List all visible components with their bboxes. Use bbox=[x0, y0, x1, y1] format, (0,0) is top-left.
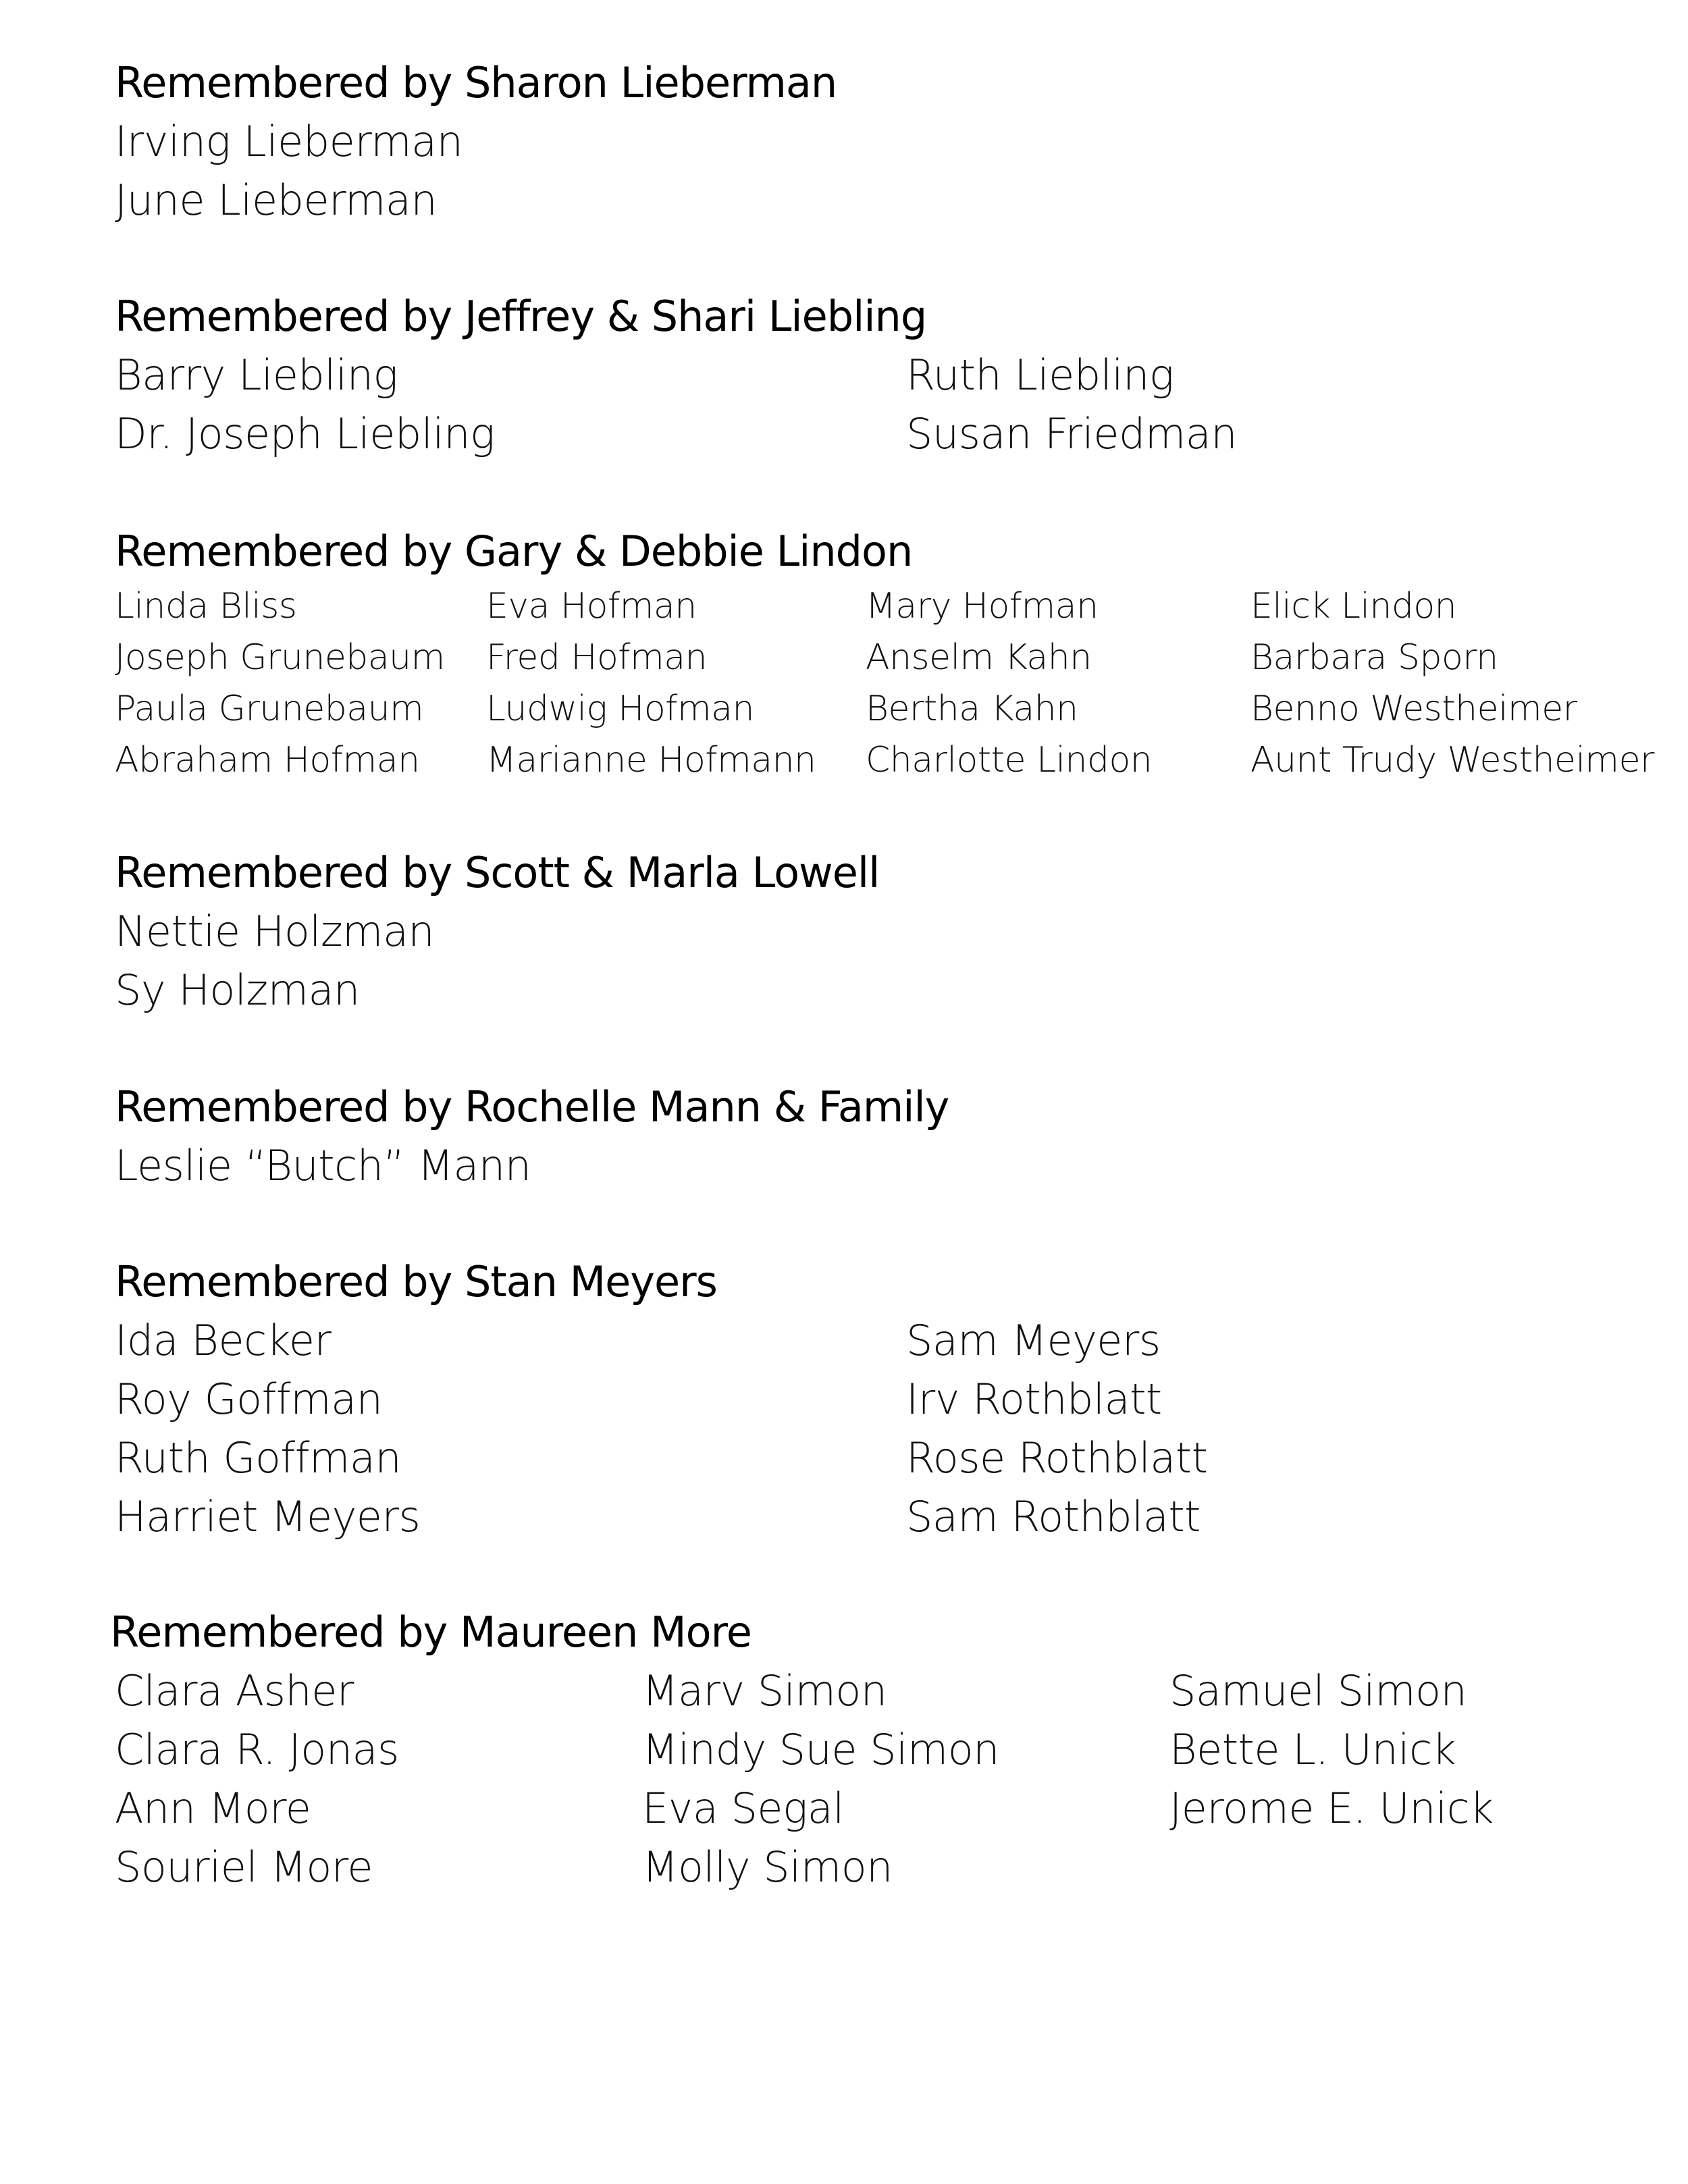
memorial-name: Barry Liebling bbox=[115, 350, 398, 400]
section-scott-marla-lowell bbox=[115, 844, 879, 1019]
memorial-name: Paula Grunebaum bbox=[115, 689, 424, 729]
name-list bbox=[115, 346, 1237, 463]
memorial-name: Irv Rothblatt bbox=[906, 1375, 1162, 1424]
memorial-name: Elick Lindon bbox=[1250, 586, 1457, 627]
memorial-name: Mindy Sue Simon bbox=[642, 1725, 999, 1774]
memorial-name: Aunt Trudy Westheimer bbox=[1250, 740, 1654, 780]
memorial-name: Abraham Hofman bbox=[115, 740, 420, 780]
section-maureen-more bbox=[110, 1603, 1494, 1896]
name-column bbox=[115, 1136, 531, 1195]
memorial-name: Marianne Hofmann bbox=[486, 740, 816, 780]
memorial-name: Fred Hofman bbox=[486, 637, 708, 678]
memorial-name: Anselm Kahn bbox=[866, 637, 1092, 678]
memorial-name: Clara R. Jonas bbox=[115, 1725, 399, 1774]
name-column bbox=[1169, 1661, 1494, 1838]
name-column bbox=[115, 902, 434, 1019]
memorial-name: Irving Lieberman bbox=[115, 117, 463, 166]
name-list bbox=[115, 1311, 1208, 1546]
name-list bbox=[115, 1661, 1494, 1896]
name-column bbox=[1250, 581, 1654, 786]
memorial-name: Sam Rothblatt bbox=[906, 1492, 1201, 1541]
name-list bbox=[115, 1136, 949, 1195]
memorial-name: Eva Segal bbox=[642, 1784, 844, 1833]
name-column bbox=[906, 1311, 1207, 1546]
name-list bbox=[115, 581, 1654, 786]
name-column bbox=[906, 346, 1237, 463]
memorial-name: Eva Hofman bbox=[486, 586, 697, 627]
memorial-name: Charlotte Lindon bbox=[866, 740, 1153, 780]
section-jeffrey-shari-liebling bbox=[115, 288, 1237, 463]
section-heading: Remembered by Stan Meyers bbox=[115, 1257, 717, 1306]
memorial-name: Barbara Sporn bbox=[1250, 637, 1498, 678]
memorial-name: Clara Asher bbox=[115, 1666, 354, 1715]
memorial-name: Harriet Meyers bbox=[115, 1492, 421, 1541]
memorial-name: Ann More bbox=[115, 1784, 311, 1833]
memorial-name: Samuel Simon bbox=[1169, 1666, 1467, 1715]
memorial-name: Mary Hofman bbox=[866, 586, 1099, 627]
name-column bbox=[115, 112, 463, 230]
memorial-name: Molly Simon bbox=[642, 1842, 893, 1892]
memorial-name: Leslie “Butch” Mann bbox=[115, 1141, 531, 1190]
memorial-name: Ida Becker bbox=[115, 1316, 332, 1365]
memorial-name: Linda Bliss bbox=[115, 586, 297, 627]
memorial-name: Susan Friedman bbox=[906, 409, 1237, 458]
section-heading: Remembered by Maureen More bbox=[110, 1607, 751, 1657]
section-heading: Remembered by Rochelle Mann & Family bbox=[115, 1082, 949, 1131]
memorial-name: Sam Meyers bbox=[906, 1316, 1161, 1365]
name-column bbox=[115, 1311, 420, 1546]
memorial-name: Bette L. Unick bbox=[1169, 1725, 1456, 1774]
section-rochelle-mann-family bbox=[115, 1078, 949, 1195]
memorial-name: Ruth Goffman bbox=[115, 1433, 402, 1483]
memorial-name: June Lieberman bbox=[115, 176, 438, 225]
memorial-name: Ludwig Hofman bbox=[486, 689, 754, 729]
section-heading: Remembered by Scott & Marla Lowell bbox=[115, 848, 880, 897]
memorial-name: Rose Rothblatt bbox=[906, 1433, 1208, 1483]
name-list bbox=[115, 112, 837, 230]
name-column bbox=[486, 581, 816, 786]
name-column bbox=[115, 1661, 399, 1896]
name-column bbox=[115, 581, 445, 786]
memorial-name: Souriel More bbox=[115, 1842, 373, 1892]
memorial-name: Jerome E. Unick bbox=[1169, 1784, 1494, 1833]
section-heading: Remembered by Sharon Lieberman bbox=[115, 58, 837, 107]
memorial-name: Sy Holzman bbox=[115, 965, 360, 1015]
memorial-name: Nettie Holzman bbox=[115, 907, 435, 956]
name-list bbox=[115, 902, 879, 1019]
name-column bbox=[866, 581, 1152, 786]
memorial-name: Ruth Liebling bbox=[906, 350, 1174, 400]
section-sharon-lieberman bbox=[115, 54, 837, 230]
memorial-name: Joseph Grunebaum bbox=[115, 637, 445, 678]
section-heading: Remembered by Gary & Debbie Lindon bbox=[115, 527, 913, 576]
name-column bbox=[642, 1661, 999, 1896]
section-heading: Remembered by Jeffrey & Shari Liebling bbox=[115, 292, 927, 341]
name-column bbox=[115, 346, 495, 463]
section-stan-meyers bbox=[115, 1253, 1208, 1546]
memorial-name: Benno Westheimer bbox=[1250, 689, 1577, 729]
memorial-name: Marv Simon bbox=[642, 1666, 887, 1715]
section-gary-debbie-lindon bbox=[115, 523, 1654, 786]
memorial-name: Roy Goffman bbox=[115, 1375, 383, 1424]
memorial-name: Dr. Joseph Liebling bbox=[115, 409, 495, 458]
memorial-name: Bertha Kahn bbox=[866, 689, 1078, 729]
